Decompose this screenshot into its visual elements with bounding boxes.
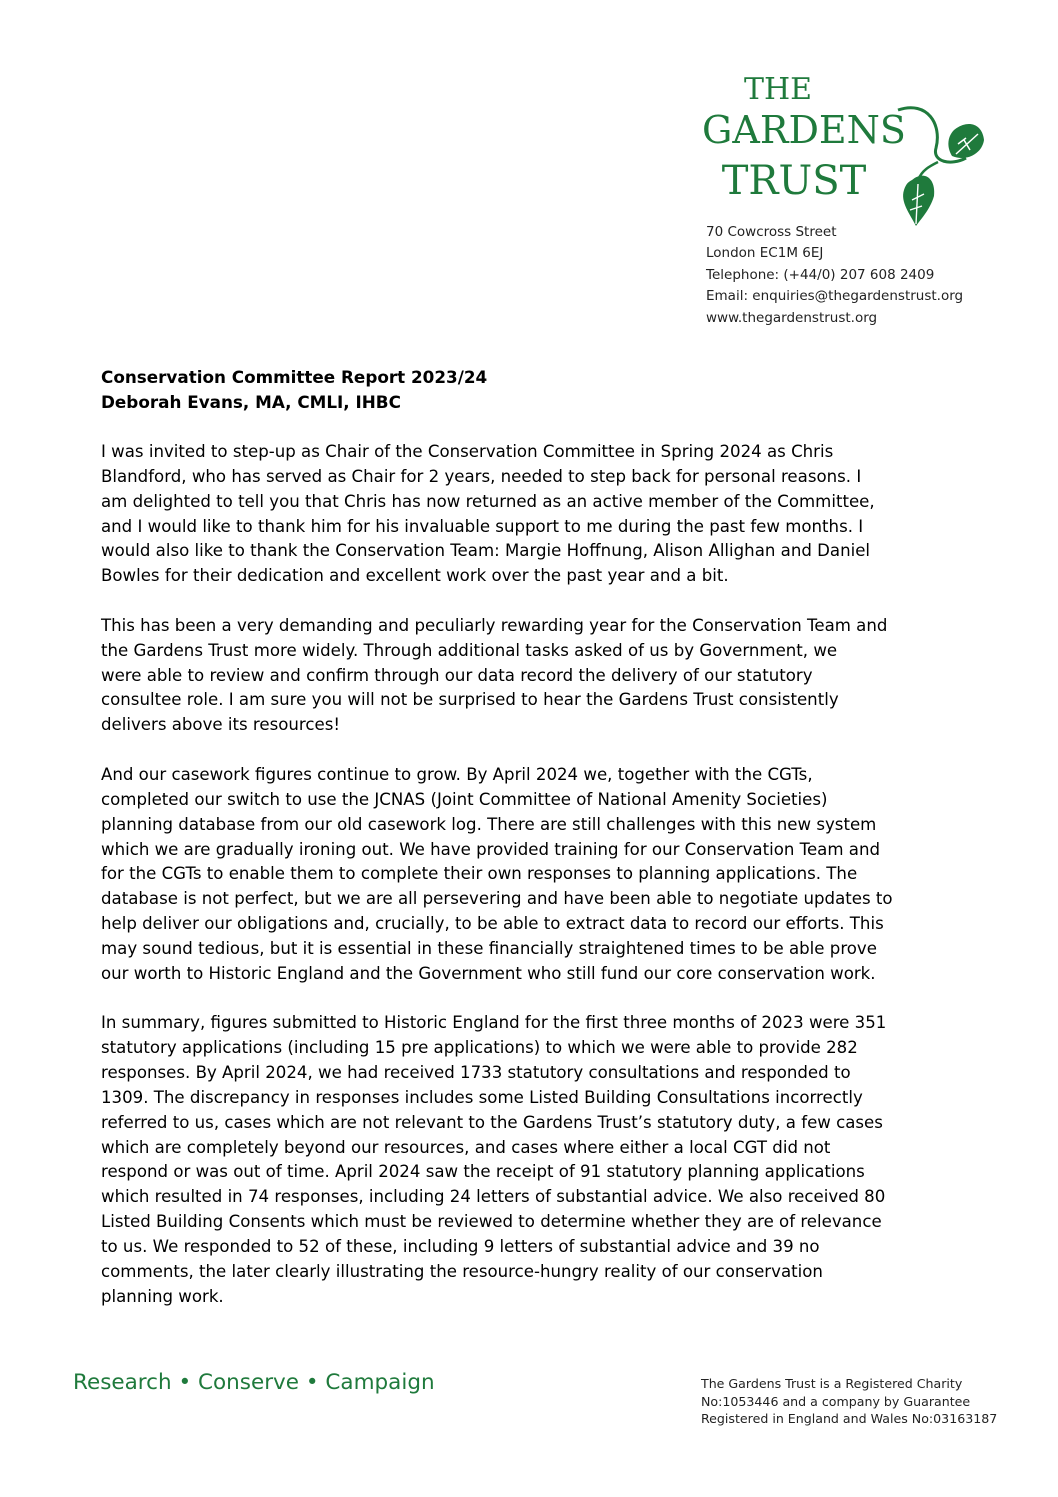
- paragraph-line: the Gardens Trust more widely. Through additional tasks asked of us by Government, we: [101, 640, 838, 660]
- paragraph: [101, 763, 981, 987]
- paragraph-line: planning work.: [101, 1286, 224, 1306]
- paragraph-line: for the CGTs to enable them to complete their own responses to planning applications. The: [101, 864, 858, 884]
- paragraph: [101, 440, 981, 589]
- tagline-separator: •: [305, 1370, 319, 1395]
- paragraph-line: respond or was out of time. April 2024 saw the receipt of 91 statutory planning applications: [101, 1162, 865, 1182]
- paragraph-line: completed our switch to use the JCNAS (Joint Committee of National Amenity Societies): [101, 789, 828, 809]
- paragraph-line: referred to us, cases which are not relevant to the Gardens Trust’s statutory duty, a few cases: [101, 1112, 883, 1132]
- paragraph-line: statutory applications (including 15 pre applications) to which we were able to provide 282: [101, 1038, 858, 1058]
- leaf-small-icon: [903, 176, 934, 226]
- tagline-research: Research: [73, 1370, 172, 1395]
- tagline-conserve: Conserve: [198, 1370, 300, 1395]
- logo-line-gardens: GARDENS: [702, 108, 906, 152]
- paragraph-line: were able to review and confirm through our data record the delivery of our statutory: [101, 665, 813, 685]
- paragraph-line: and I would like to thank him for his invaluable support to me during the past few months. I: [101, 516, 864, 536]
- leaf-icon: [948, 124, 984, 158]
- paragraph-line: 1309. The discrepancy in responses includes some Listed Building Consultations incorrectly: [101, 1087, 863, 1107]
- report-body: [101, 440, 981, 1334]
- paragraph-line: which we are gradually ironing out. We have provided training for our Conservation Team and: [101, 839, 881, 859]
- address-block: [706, 222, 963, 329]
- paragraph-line: consultee role. I am sure you will not be surprised to hear the Gardens Trust consistently: [101, 690, 839, 710]
- footer-tagline: [73, 1370, 435, 1395]
- paragraph-line: help deliver our obligations and, crucially, to be able to extract data to record our efforts. This: [101, 914, 884, 934]
- charity-line-1: The Gardens Trust is a Registered Charity: [701, 1376, 963, 1391]
- paragraph-line: am delighted to tell you that Chris has now returned as an active member of the Committee,: [101, 491, 875, 511]
- logo-line-the: THE: [743, 72, 813, 107]
- report-heading: [101, 365, 487, 415]
- logo-line-trust: TRUST: [721, 158, 867, 204]
- address-city: London EC1M 6EJ: [706, 245, 824, 262]
- paragraph-line: database is not perfect, but we are all persevering and have been able to negotiate updates to: [101, 889, 893, 909]
- paragraph-line: would also like to thank the Conservation Team: Margie Hoffnung, Alison Allighan and Daniel: [101, 541, 871, 561]
- tagline-separator: •: [178, 1370, 192, 1395]
- paragraph-line: which resulted in 74 responses, including 24 letters of substantial advice. We also received 80: [101, 1187, 886, 1207]
- paragraph-line: Bowles for their dedication and excellent work over the past year and a bit.: [101, 566, 729, 586]
- charity-line-3: Registered in England and Wales No:03163187: [701, 1411, 998, 1426]
- tagline-campaign: Campaign: [325, 1370, 435, 1395]
- paragraph-line: This has been a very demanding and peculiarly rewarding year for the Conservation Team and: [101, 615, 888, 635]
- paragraph-line: which are completely beyond our resources, and cases where either a local CGT did not: [101, 1137, 831, 1157]
- paragraph-line: And our casework figures continue to grow. By April 2024 we, together with the CGTs,: [101, 764, 813, 784]
- charity-info: [701, 1375, 997, 1428]
- paragraph-line: to us. We responded to 52 of these, including 9 letters of substantial advice and 39 no: [101, 1237, 820, 1256]
- address-street: 70 Cowcross Street: [706, 224, 837, 240]
- address-telephone: Telephone: (+44/0) 207 608 2409: [706, 266, 935, 283]
- paragraph: [101, 614, 981, 738]
- gardens-trust-logo: [666, 70, 996, 230]
- paragraph-line: responses. By April 2024, we had received 1733 statutory consultations and responded to: [101, 1063, 851, 1083]
- charity-line-2: No:1053446 and a company by Guarantee: [701, 1393, 971, 1409]
- report-author: Deborah Evans, MA, CMLI, IHBC: [101, 392, 401, 412]
- paragraph-line: Listed Building Consents which must be reviewed to determine whether they are of relevance: [101, 1212, 882, 1232]
- paragraph: [101, 1011, 981, 1309]
- paragraph-line: Blandford, who has served as Chair for 2 years, needed to step back for personal reasons. I: [101, 466, 862, 486]
- paragraph-line: delivers above its resources!: [101, 715, 340, 735]
- paragraph-line: our worth to Historic England and the Government who still fund our core conservation work.: [101, 963, 876, 983]
- paragraph-line: comments, the later clearly illustrating the resource-hungry reality of our conservation: [101, 1261, 823, 1281]
- paragraph-line: planning database from our old casework log. There are still challenges with this new system: [101, 814, 877, 834]
- paragraph-line: may sound tedious, but it is essential in these financially straightened times to be able prove: [101, 938, 877, 958]
- paragraph-line: In summary, figures submitted to Historic England for the first three months of 2023 were 351: [101, 1013, 887, 1033]
- paragraph-line: I was invited to step-up as Chair of the Conservation Committee in Spring 2024 as Chris: [101, 442, 834, 461]
- report-title: Conservation Committee Report 2023/24: [101, 367, 488, 387]
- address-email: Email: enquiries@thegardenstrust.org: [706, 288, 964, 305]
- address-website: www.thegardenstrust.org: [706, 309, 878, 326]
